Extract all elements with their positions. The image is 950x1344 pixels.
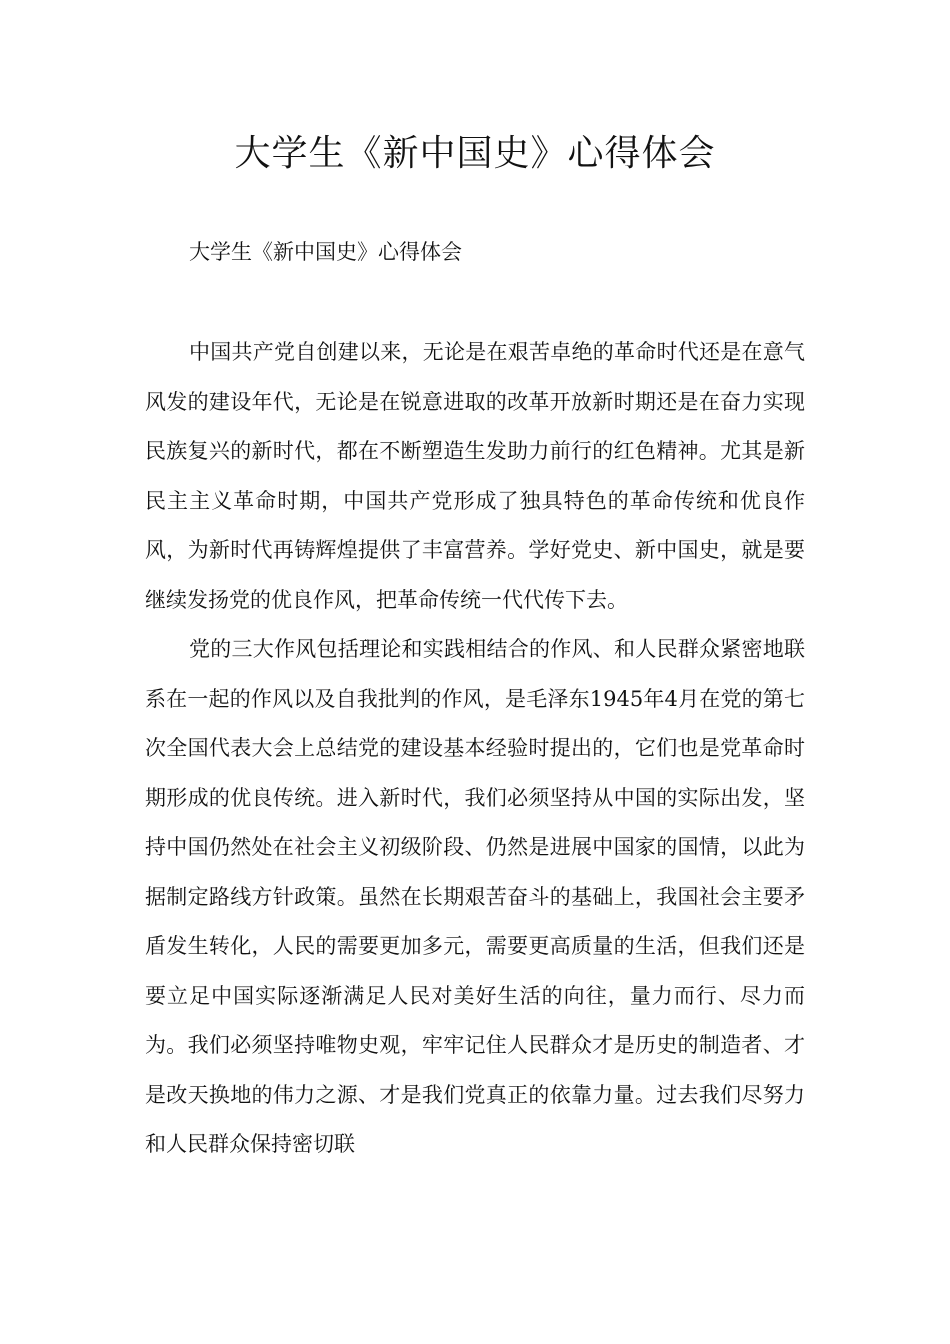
document-body	[145, 328, 805, 1170]
document-subtitle: 大学生《新中国史》心得体会	[189, 240, 462, 264]
paragraph: 党的三大作风包括理论和实践相结合的作风、和人民群众紧密地联系在一起的作风以及自我批判的作风，是毛泽东1945年4月在党的第七次全国代表大会上总结党的建设基本经验时提出的，它们也是党革命时期形成的优良传统。进入新时代，我们必须坚持从中国的实际出发，坚持中国仍然处在社会主义初级阶段、仍然是进展中国家的国情，以此为据制定路线方针政策。虽然在长期艰苦奋斗的基础上，我国社会主要矛盾发生转化，人民的需要更加多元，需要更高质量的生活，但我们还是要立足中国实际逐渐满足人民对美好生活的向往，量力而行、尽力而为。我们必须坚持唯物史观，牢牢记住人民群众才是历史的制造者、才是改天换地的伟力之源、才是我们党真正的依靠力量。过去我们尽努力和人民群众保持密切联	[145, 637, 805, 1156]
paragraph: 中国共产党自创建以来，无论是在艰苦卓绝的革命时代还是在意气风发的建设年代，无论是在锐意进取的改革开放新时期还是在奋力实现民族复兴的新时代，都在不断塑造生发助力前行的红色精神。尤其是新民主主义革命时期，中国共产党形成了独具特色的革命传统和优良作风，为新时代再铸辉煌提供了丰富营养。学好党史、新中国史，就是要继续发扬党的优良作风，把革命传统一代代传下去。	[145, 340, 805, 612]
document-title: 大学生《新中国史》心得体会	[234, 133, 716, 174]
